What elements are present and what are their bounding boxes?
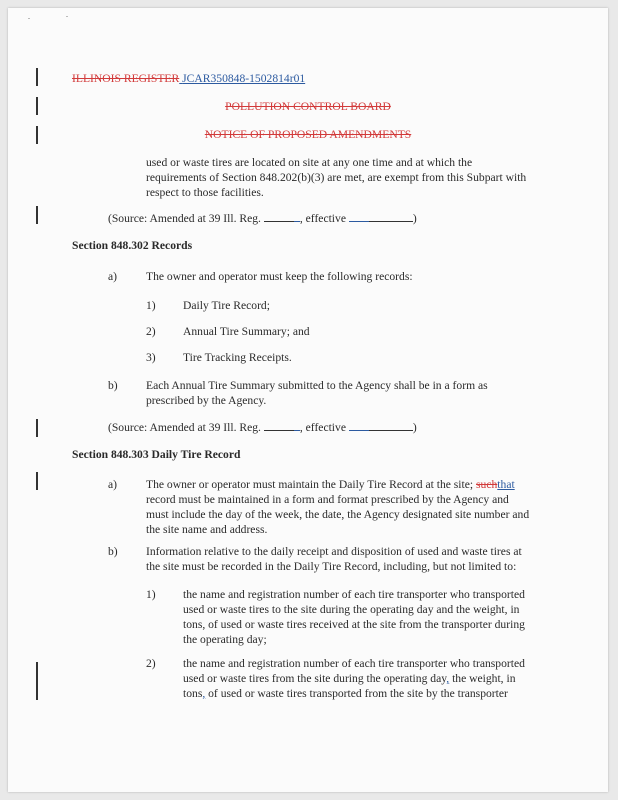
board-header: POLLUTION CONTROL BOARD bbox=[225, 100, 391, 113]
change-bar bbox=[36, 419, 38, 437]
list-num: 3) bbox=[146, 351, 156, 364]
list-item: the name and registration number of each tire transporter who transported used or waste tires from the site during the operating day, the weight, in tons, of used or waste tires transported from the site by the transporter bbox=[183, 657, 525, 700]
register-header bbox=[72, 71, 305, 86]
section-heading: Section 848.303 Daily Tire Record bbox=[72, 448, 241, 461]
list-label: a) bbox=[108, 270, 118, 283]
source-note: (Source: Amended at 39 Ill. Reg. , effective ) bbox=[108, 421, 417, 434]
section-heading: Section 848.302 Records bbox=[72, 239, 193, 252]
scan-speck bbox=[28, 18, 30, 19]
list-num: 1) bbox=[146, 299, 156, 312]
list-item: Annual Tire Summary; and bbox=[183, 325, 310, 338]
list-num: 2) bbox=[146, 325, 156, 338]
change-bar bbox=[36, 68, 38, 86]
document-page bbox=[8, 8, 608, 792]
list-item: Tire Tracking Receipts. bbox=[183, 351, 292, 364]
notice-header: NOTICE OF PROPOSED AMENDMENTS bbox=[204, 128, 412, 141]
register-struck: ILLINOIS REGISTER bbox=[72, 72, 180, 85]
list-text: The owner and operator must keep the following records: bbox=[146, 270, 413, 283]
continuation-paragraph: used or waste tires are located on site at any one time and at which the requirements of Section 848.202(b)(3) are met, are exempt from this Subpart with respect to those facilities. bbox=[146, 156, 527, 199]
change-bar bbox=[36, 206, 38, 224]
change-bar bbox=[36, 472, 38, 490]
list-text: Each Annual Tire Summary submitted to the Agency shall be in a form as prescribed by the Agency. bbox=[146, 379, 488, 407]
list-label: a) bbox=[108, 478, 118, 491]
list-item: the name and registration number of each tire transporter who transported used or waste tires to the site during the operating day and the weight, in tons, of used or waste tires received at the site from the transporter during the operating day; bbox=[183, 588, 525, 646]
source-note: (Source: Amended at 39 Ill. Reg. , effective ) bbox=[108, 212, 417, 225]
change-bar bbox=[36, 662, 38, 700]
list-num: 2) bbox=[146, 657, 156, 670]
jcar-id: JCAR350848-1502814r01 bbox=[182, 72, 306, 85]
list-label: b) bbox=[108, 545, 118, 558]
list-text: Information relative to the daily receipt and disposition of used and waste tires at the site must be recorded in the Daily Tire Record, including, but not limited to: bbox=[146, 545, 522, 573]
list-label: b) bbox=[108, 379, 118, 392]
list-text: The owner or operator must maintain the Daily Tire Record at the site; suchthat record must be maintained in a form and format prescribed by the Agency and must include the day of the week, the date, the Agency designated site number and the site name and address. bbox=[146, 478, 530, 536]
scan-speck bbox=[66, 16, 68, 17]
list-item: Daily Tire Record; bbox=[183, 299, 270, 312]
list-num: 1) bbox=[146, 588, 156, 601]
